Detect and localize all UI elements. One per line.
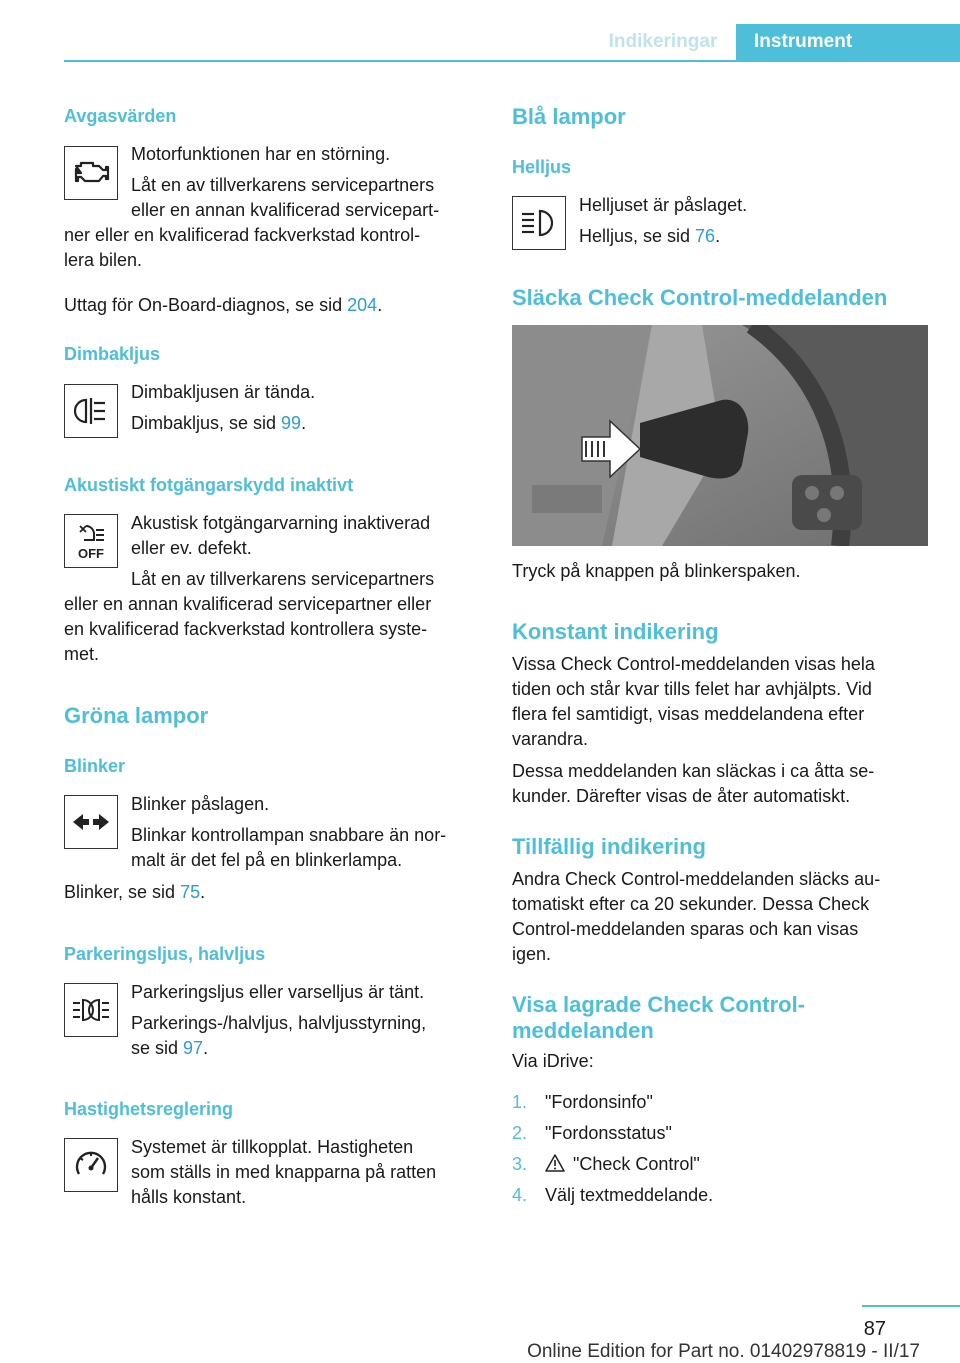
obd-reference: Uttag för On-Board-diagnos, se sid 204. [64,295,383,315]
akustisk-text-3: Låt en av tillverkarens servicepartners [131,569,435,589]
svg-text:OFF: OFF [78,546,104,561]
high-beam-icon [512,196,566,250]
helljus-text-1: Helljuset är påslaget. [579,195,748,215]
dimbak-reference: Dimbakljus, se sid 99. [131,413,307,433]
blinker-reference: Blinker, se sid 75. [64,882,206,902]
avgas-text-4: ner eller en kvalificerad fackverkstad kontrol‐ [64,225,421,245]
blinker-text-1: Blinker påslagen. [131,794,270,814]
parkering-text-2: Parkerings-/halvljus, halvljusstyrning, [131,1013,427,1033]
footer-rule [862,1305,960,1307]
blinker-text-2: Blinkar kontrollampan snabbare än nor‐ [131,825,447,845]
pedestrian-sound-off-icon [64,514,118,568]
header-rule [64,60,960,62]
photo-caption: Tryck på knappen på blinkerspaken. [512,561,801,581]
heading-parkeringsljus: Parkeringsljus, halvljus [64,944,266,964]
heading-slacka-check-control: Släcka Check Control-meddelanden [512,285,888,310]
konstant-text-3: flera fel samtidigt, visas meddelandena efter [512,704,865,724]
hastighet-text-2: som ställs in med knapparna på ratten [131,1162,437,1182]
via-idrive: Via iDrive: [512,1051,594,1071]
parkering-text-1: Parkeringsljus eller varselljus är tänt. [131,982,425,1002]
avgas-text-3: eller en annan kvalificerad servicepart‐ [131,200,440,220]
avgas-text-5: lera bilen. [64,250,143,270]
avgas-text-2: Låt en av tillverkarens servicepartners [131,175,435,195]
heading-tillfallig-indikering: Tillfällig indikering [512,834,706,859]
heading-avgasvarden: Avgasvärden [64,106,177,126]
konstant-text-6: kunder. Därefter visas de åter automatiskt. [512,786,851,806]
heading-grona-lampor: Gröna lampor [64,703,209,728]
obd-page-link[interactable]: 204 [347,295,378,315]
heading-visa-lagrade-2: meddelanden [512,1018,654,1043]
konstant-text-1: Vissa Check Control-meddelanden visas hela [512,654,875,674]
heading-visa-lagrade-1: Visa lagrade Check Control- [512,992,806,1017]
cruise-control-icon [64,1138,118,1192]
turn-signal-icon [64,795,118,849]
dimbak-page-link[interactable]: 99 [281,413,302,433]
dimbak-text-1: Dimbakljusen är tända. [131,382,316,402]
konstant-text-5: Dessa meddelanden kan släckas i ca åtta se‐ [512,761,875,781]
header-tab-instrument: Instrument [736,24,960,60]
tillfallig-text-2: tomatiskt efter ca 20 sekunder. Dessa Check [512,894,870,914]
helljus-page-link[interactable]: 76 [695,226,716,246]
hastighet-text-1: Systemet är tillkopplat. Hastigheten [131,1137,414,1157]
blinker-text-3: malt är det fel på en blinkerlampa. [131,850,403,870]
heading-dimbakljus: Dimbakljus [64,344,161,364]
heading-helljus: Helljus [512,157,572,177]
konstant-text-4: varandra. [512,729,589,749]
header-tab-indikeringar: Indikeringar [608,31,718,52]
konstant-text-2: tiden och står kvar tills felet har avhjälpts. Vid [512,679,872,699]
warning-triangle-icon [545,1154,565,1172]
engine-icon [64,146,118,200]
heading-hastighetsreglering: Hastighetsreglering [64,1099,234,1119]
blinker-page-link[interactable]: 75 [180,882,201,902]
turn-signal-lever-photo [512,325,928,546]
heading-konstant-indikering: Konstant indikering [512,619,719,644]
heading-akustiskt: Akustiskt fotgängarskydd inaktivt [64,475,354,495]
akustisk-text-6: met. [64,644,100,664]
akustisk-text-1: Akustisk fotgängarvarning inaktiverad [131,513,431,533]
akustisk-text-5: en kvalificerad fackverkstad kontrollera syste‐ [64,619,428,639]
tillfallig-text-1: Andra Check Control-meddelanden släcks au‐ [512,869,881,889]
parking-light-icon [64,983,118,1037]
edition-footer: Online Edition for Part no. 01402978819 - II/17 [527,1341,920,1362]
helljus-reference: Helljus, se sid 76. [579,226,721,246]
tillfallig-text-3: Control-meddelanden sparas och kan visas [512,919,859,939]
rear-fog-light-icon [64,384,118,438]
page-number: 87 [863,1318,886,1340]
akustisk-text-2: eller ev. defekt. [131,538,252,558]
parkering-page-link[interactable]: 97 [183,1038,204,1058]
heading-bla-lampor: Blå lampor [512,104,626,129]
heading-blinker: Blinker [64,756,126,776]
tillfallig-text-4: igen. [512,944,552,964]
parkering-reference: se sid 97. [131,1038,209,1058]
hastighet-text-3: hålls konstant. [131,1187,247,1207]
avgas-text-1: Motorfunktionen har en störning. [131,144,391,164]
akustisk-text-4: eller en annan kvalificerad servicepartner eller [64,594,432,614]
